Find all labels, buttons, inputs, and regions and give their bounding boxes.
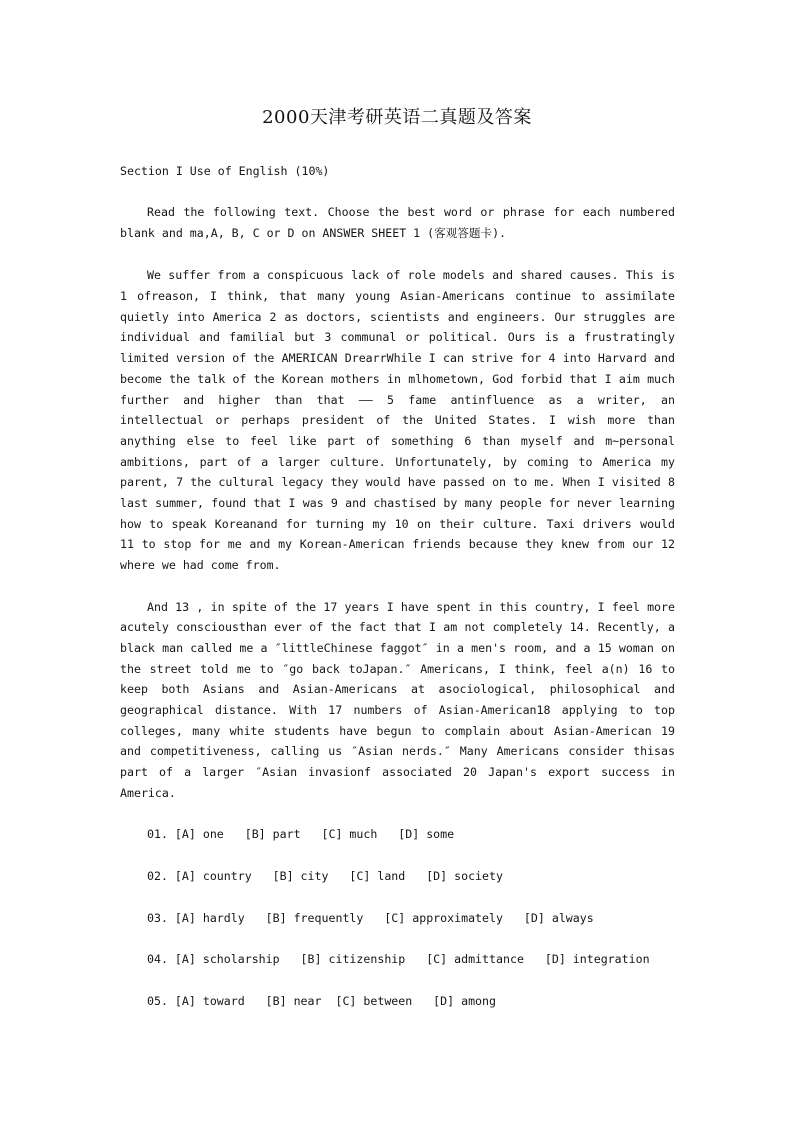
question-item-2: 02. [A] country [B] city [C] land [D] society bbox=[147, 868, 503, 883]
spacer bbox=[120, 244, 675, 266]
section-heading: Section I Use of English (10%) bbox=[120, 164, 330, 178]
question-item-5: 05. [A] toward [B] near [C] between [D] among bbox=[147, 994, 497, 1008]
passage-paragraph-1: We suffer from a conspicuous lack of role models and shared causes. This is 1 ofreason, I think, that many young Asian-Americans continue to assimilate quietly into America 2 as doctors, scientists and engineers. Our struggles are individual and familial but 3 communal or political. Ours is a frustratingly limited version of the AMERICAN DrearrWhile I can strive for 4 into Harvard and become the talk of the Korean mothers in mlhometown, God forbid that I aim much further and higher than that —— 5 fame antinfluence as a writer, an intellectual or perhaps president of the United States. I wish more than anything else to feel like part of something 6 than myself and m~personal ambitions, part of a larger culture. Unfortunately, by coming to America my parent, 7 the cultural legacy they would have passed on to me. When I visited 8 last summer, found that I was 9 and chastised by many people for never learning how to speak Koreanand for turning my 10 on their culture. Taxi drivers would 11 to stop for me and my Korean-American friends because they knew from our 12 where we had come from. bbox=[120, 268, 675, 573]
passage-paragraph-2: And 13 , in spite of the 17 years I have spent in this country, I feel more acutely consciousthan ever of the fact that I am not completely 14. Recently, a black man called me a ″littleChinese faggot″ in a men's room, and a 15 woman on the street told me to ″go back toJapan.″ Americans, I think, feel a(n) 16 to keep both Asians and Asian-Americans at asociological, philosophical and geographical distance. With 17 numbers of Asian-American18 applying to top colleges, many white students have begun to complain about Asian-American 19 and competitiveness, calling us ″Asian nerds.″ Many Americans consider thisas part of a larger ″Asian invasionf associated 20 Japan's export success in America. bbox=[120, 599, 675, 800]
instruction-paragraph: Read the following text. Choose the best word or phrase for each numbered blank and ma,A, B, C or D on ANSWER SHEET 1 (客观答题卡). bbox=[120, 205, 675, 241]
spacer bbox=[120, 804, 675, 825]
question-item-3: 03. [A] hardly [B] frequently [C] approximately [D] always bbox=[147, 910, 594, 925]
document-title: 2000天津考研英语二真题及答案 bbox=[262, 107, 532, 128]
question-list bbox=[120, 824, 675, 1011]
spacer bbox=[120, 576, 675, 597]
question-item-1: 01. [A] one [B] part [C] much [D] some bbox=[147, 827, 455, 842]
question-item-4: 04. [A] scholarship [B] citizenship [C] admittance [D] integration bbox=[147, 952, 650, 967]
document-body bbox=[120, 161, 675, 1012]
spacer bbox=[120, 182, 675, 203]
